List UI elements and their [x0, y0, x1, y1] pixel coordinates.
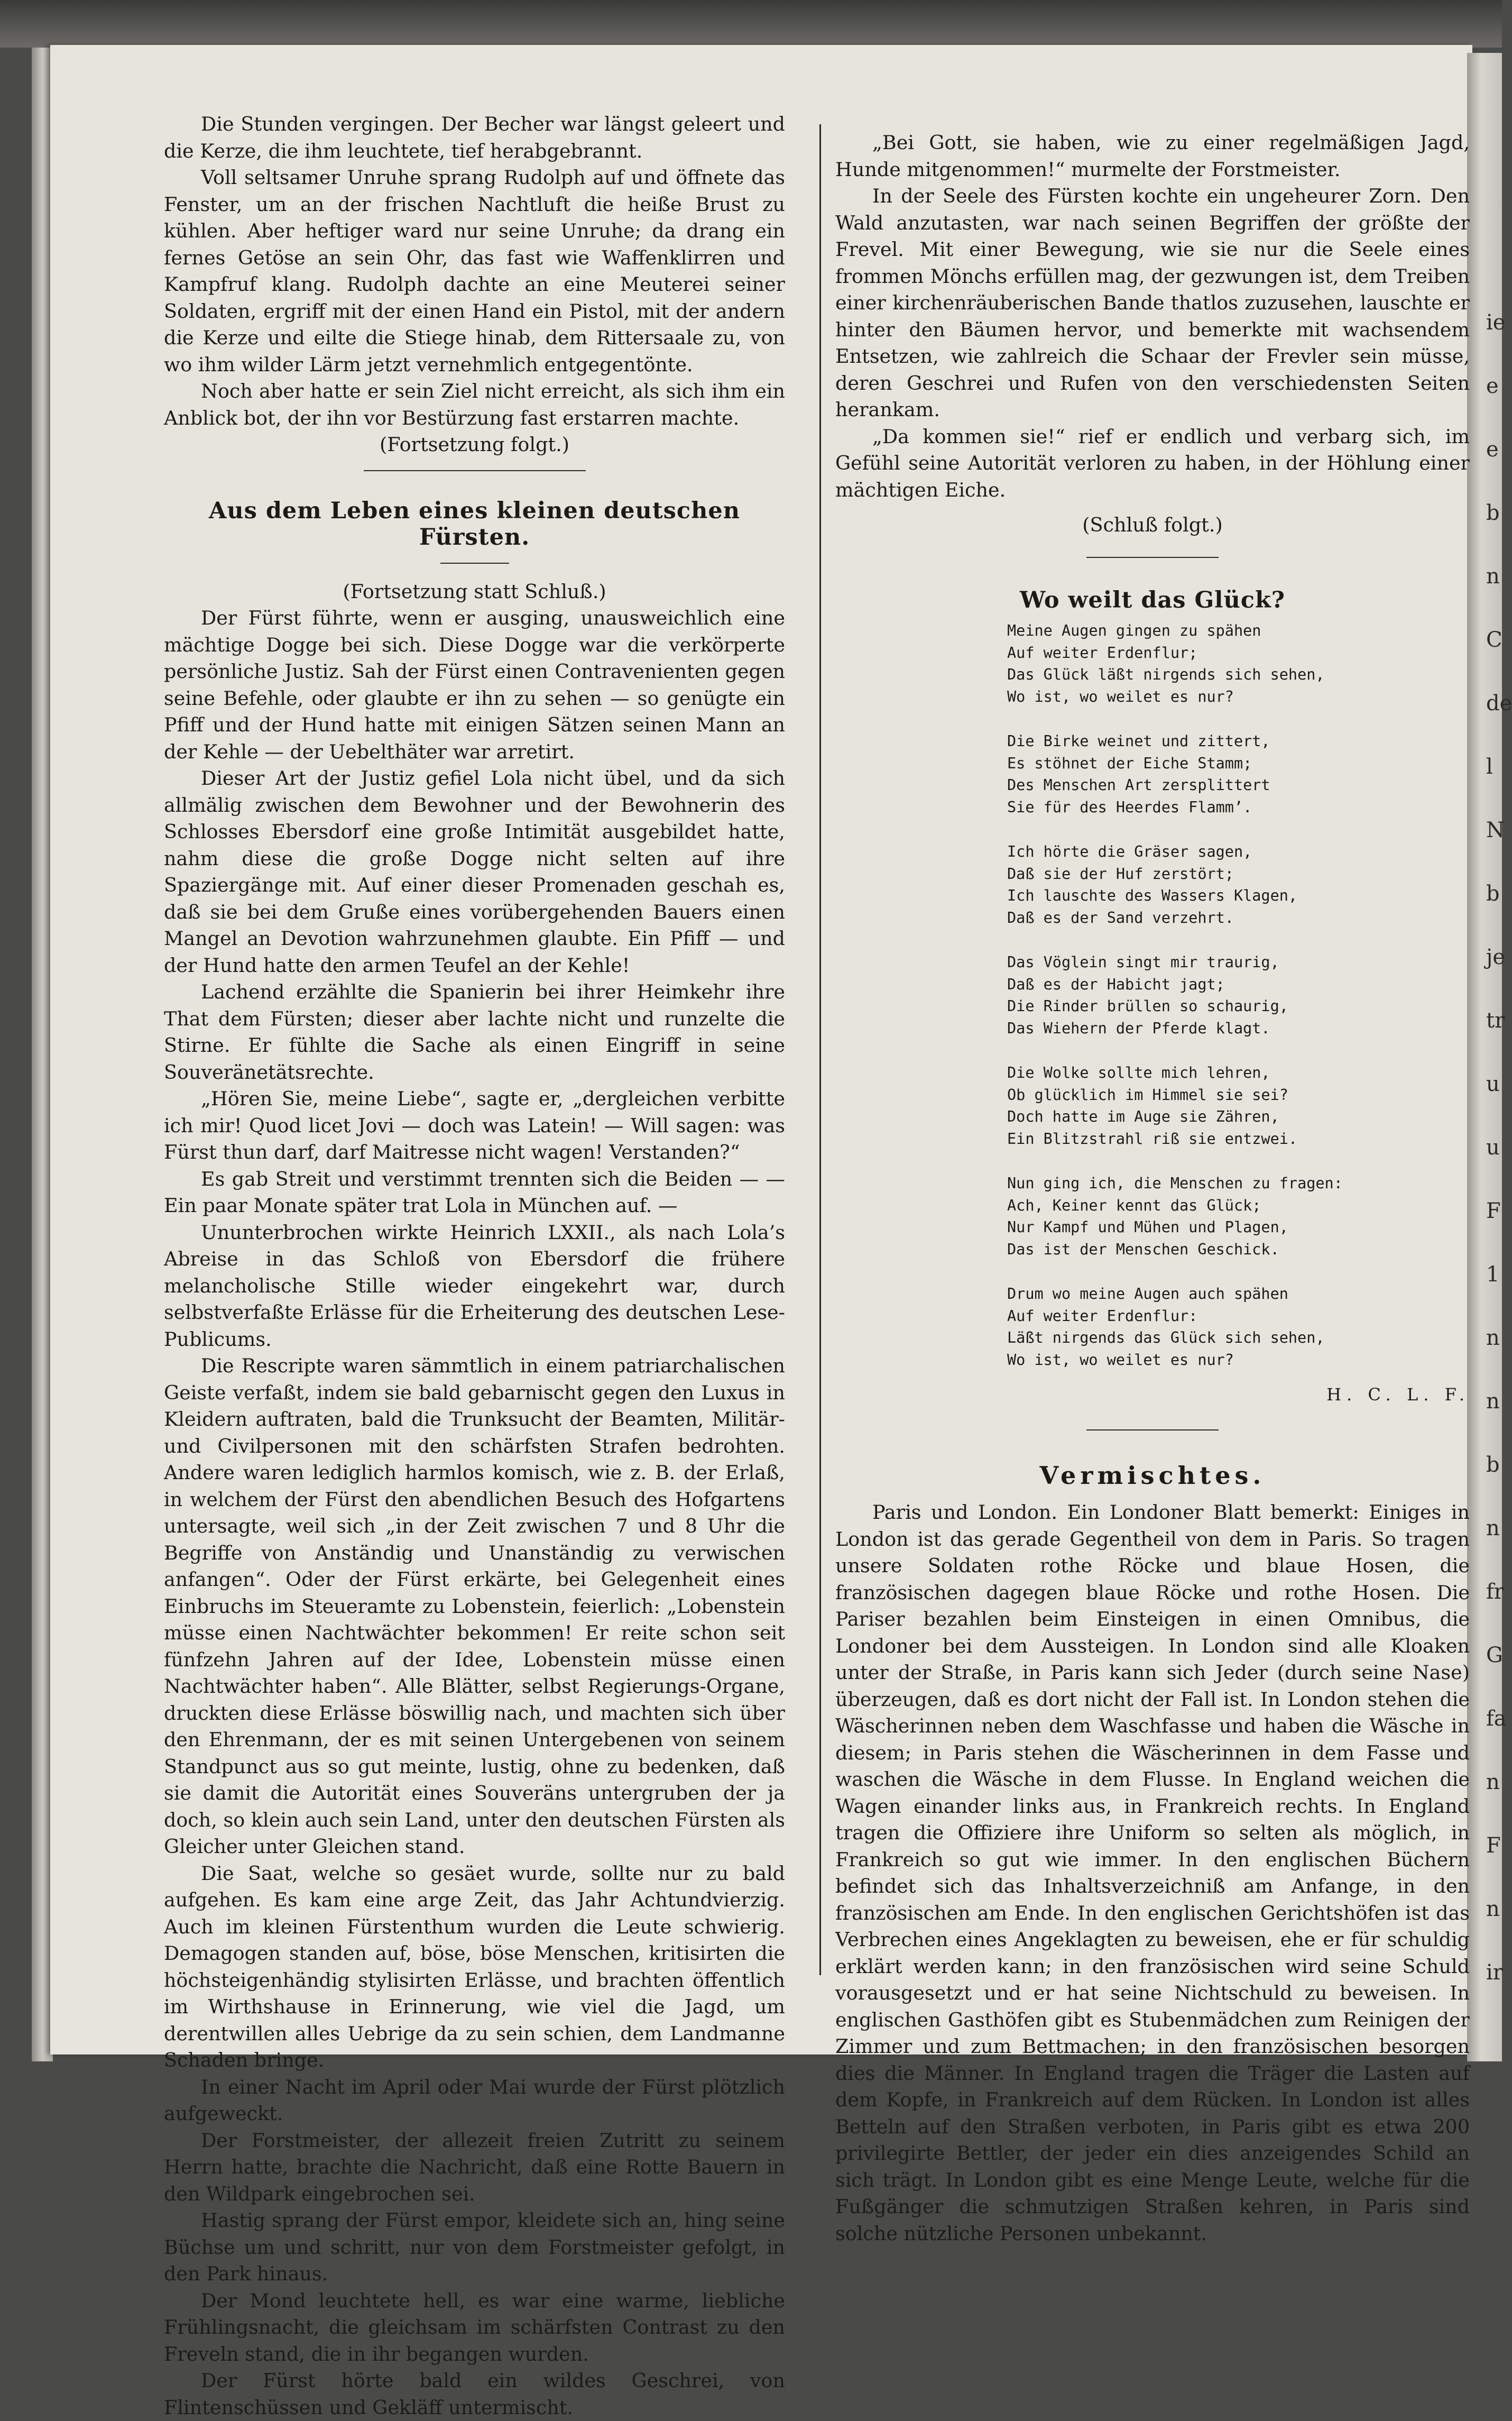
adjacent-page-text-fragment: b — [1486, 501, 1500, 525]
right-column — [835, 130, 1470, 2247]
adjacent-page-text-fragment: n — [1486, 564, 1500, 589]
poem-stanza — [1007, 1283, 1470, 1371]
adjacent-page-text-fragment: e — [1486, 437, 1499, 462]
adjacent-page-text-fragment: je — [1486, 945, 1506, 969]
article-paragraph: Ununterbrochen wirkte Heinrich LXXII., als nach Lola’s Abreise in das Schloß von Ebersdorf die frühere melancholische Stille wieder eingekehrt war, durch selbstverfaßte Erlässe für die Erheiterung des deutschen Lese-Publicums. — [164, 1221, 785, 1351]
misc-title: Vermischtes. — [1039, 1461, 1266, 1490]
poem-line: Die Rinder brüllen so schaurig, — [1007, 997, 1288, 1015]
adjacent-page-text-fragment: n — [1486, 1326, 1500, 1350]
article-paragraph: „Bei Gott, sie haben, wie zu einer regelmäßigen Jagd, Hunde mitgenommen!“ murmelte der Forstmeister. — [835, 131, 1470, 181]
poem-signature: H. C. L. F. — [1326, 1384, 1470, 1405]
adjacent-page-edge — [1467, 53, 1512, 2061]
article-paragraph: Es gab Streit und verstimmt trennten sich die Beiden — — Ein paar Monate später trat Lola in München auf. — — [164, 1167, 785, 1217]
poem-line: Daß es der Sand verzehrt. — [1007, 909, 1234, 927]
poem-line: Läßt nirgends das Glück sich sehen, — [1007, 1329, 1325, 1346]
continued-note: (Fortsetzung folgt.) — [380, 433, 569, 456]
story-paragraph: Noch aber hatte er sein Ziel nicht erreicht, als sich ihm ein Anblick bot, der ihn vor Bestürzung fast erstarren machte. — [164, 380, 785, 429]
adjacent-page-text-fragment: b — [1486, 882, 1500, 906]
article-title: Aus dem Leben eines kleinen deutschen Fürsten. — [209, 497, 740, 551]
poem-line: Ich lauschte des Wassers Klagen, — [1007, 887, 1298, 904]
adjacent-page-text-fragment: N — [1486, 818, 1505, 842]
article-paragraph: Der Forstmeister, der allezeit freien Zutritt zu seinem Herrn hatte, brachte die Nachricht, daß eine Rotte Bauern in den Wildpark eingebrochen sei. — [164, 2129, 785, 2205]
poem — [835, 620, 1470, 1371]
poem-stanza — [1007, 841, 1470, 929]
story-paragraph: Die Stunden vergingen. Der Becher war längst geleert und die Kerze, die ihm leuchtete, tief herabgebrannt. — [164, 113, 785, 162]
article-paragraph: „Da kommen sie!“ rief er endlich und verbarg sich, im Gefühl seine Autorität verloren zu haben, in der Höhlung einer mächtigen Eiche. — [835, 425, 1470, 501]
poem-line: Das Vöglein singt mir traurig, — [1007, 953, 1279, 971]
article-paragraph: Die Saat, welche so gesäet wurde, sollte nur zu bald aufgehen. Es kam eine arge Zeit, das Jahr Achtundvierzig. Auch im kleinen Fürstenthum wurden die Leute schwierig. Demagogen standen auf, böse, böse Menschen, kritisirten die höchsteigenhändig stylisirten Erlässe, und brachten öffentlich im Wirthshause in Erinnerung, wie viel die Jagd, um derentwillen alles Uebrige da zu sein schien, dem Landmanne Schaden bringe. — [164, 1861, 785, 2071]
article-paragraph: In der Seele des Fürsten kochte ein ungeheurer Zorn. Den Wald anzutasten, war nach seinen Begriffen der größte der Frevel. Mit einer Bewegung, wie sie nur die Seele eines frommen Mönchs erfüllen mag, der gezwungen ist, dem Treiben einer kirchenräuberischen Bande thatlos zuzusehen, lauschte er hinter den Bäumen hervor, und bemerkte mit wachsendem Entsetzen, wie zahlreich die Schaar der Frevler sein müsse, deren Geschrei und Rufen von den verschiedensten Seiten herankam. — [835, 185, 1470, 421]
poem-line: Ein Blitzstrahl riß sie entzwei. — [1007, 1130, 1298, 1148]
poem-line: Die Birke weinet und zittert, — [1007, 732, 1270, 750]
poem-line: Wo ist, wo weilet es nur? — [1007, 687, 1234, 705]
adjacent-page-text-fragment: n — [1486, 1897, 1500, 1921]
article-paragraph: „Hören Sie, meine Liebe“, sagte er, „dergleichen verbitte ich mir! Quod licet Jovi — doch was Latein! — Will sagen: was Fürst thun darf, darf Maitresse nicht wagen! Verstanden?“ — [164, 1087, 785, 1163]
adjacent-page-text-fragment: l — [1486, 755, 1493, 779]
poem-line: Nun ging ich, die Menschen zu fragen: — [1007, 1175, 1343, 1192]
article-paragraph: Lachend erzählte die Spanierin bei ihrer Heimkehr ihre That dem Fürsten; dieser aber lachte nicht und runzelte die Stirne. Er fühlte die Sache als einen Eingriff in seine Souveränetätsrechte. — [164, 980, 785, 1084]
column-divider — [819, 124, 821, 1975]
poem-stanza — [1007, 951, 1470, 1039]
article-paragraph: Die Rescripte waren sämmtlich in einem patriarchalischen Geiste verfaßt, indem sie bald gebarnischt gegen den Luxus in Kleidern auftraten, bald die Trunksucht der Beamten, Militär- und Civilpersonen mit den schärfsten Strafen bedrohten. Andere waren lediglich harmlos komisch, wie z. B. der Erlaß, in welchem der Fürst den abendlichen Besuch des Hofgartens untersagte, weil sich „in der Zeit zwischen 7 und 8 Uhr die Begriffe von Anständig und Unanständig zu verwischen anfangen“. Oder der Fürst erkärte, bei Gelegenheit eines Einbruchs im Steueramte zu Lobenstein, feierlich: „Lobenstein müsse einen Nachtwächter bekommen! Er reite schon seit fünfzehn Jahren auf der Idee, Lobenstein müsse einen Nachtwächter haben“. Alle Blätter, selbst Regierungs-Organe, druckten diese Erlässe böswillig nach, und machten sich über den Ehrenmann, der es mit seinen Untergebenen von seinem Standpunct aus so gut meinte, lustig, ohne zu bedenken, daß sie damit die Autorität eines Souveräns untergruben der ja doch, so klein auch sein Land, unter den deutschen Fürsten als Gleicher unter Gleichen stand. — [164, 1354, 785, 1858]
article-end-note: (Schluß folgt.) — [1082, 513, 1223, 536]
left-column — [164, 111, 785, 2421]
poem-line: Daß sie der Huf zerstört; — [1007, 865, 1234, 883]
adjacent-page-text-fragment: n — [1486, 1770, 1500, 1794]
poem-title: Wo weilt das Glück? — [1020, 586, 1285, 613]
article-paragraph: Der Mond leuchtete hell, es war eine warme, liebliche Frühlingsnacht, die gleichsam im schärfsten Contrast zu den Freveln stand, die in ihr begangen wurden. — [164, 2289, 785, 2365]
scan-background — [0, 0, 1502, 48]
poem-stanza — [1007, 1062, 1470, 1150]
poem-line: Des Menschen Art zersplittert — [1007, 776, 1270, 794]
poem-line: Meine Augen gingen zu spähen — [1007, 622, 1261, 639]
poem-line: Ob glücklich im Himmel sie sei? — [1007, 1086, 1288, 1104]
adjacent-page-text-fragment: G — [1486, 1643, 1503, 1667]
adjacent-page-text-fragment: n — [1486, 1516, 1500, 1540]
poem-line: Nur Kampf und Mühen und Plagen, — [1007, 1218, 1288, 1236]
poem-line: Das Glück läßt nirgends sich sehen, — [1007, 666, 1325, 683]
article-paragraph: Der Fürst führte, wenn er ausging, unausweichlich eine mächtige Dogge bei sich. Diese Dogge war die verkörperte persönliche Justiz. Sah der Fürst einen Contravenienten gegen seine Befehle, oder glaubte er ihn zu sehen — so genügte ein Pfiff und der Hund hatte mit einigen Sätzen seinen Mann an der Kehle — der Uebelthäter war arretirt. — [164, 607, 785, 763]
poem-line: Auf weiter Erdenflur; — [1007, 644, 1198, 662]
poem-line: Das Wiehern der Pferde klagt. — [1007, 1019, 1270, 1037]
article-paragraph: Hastig sprang der Fürst empor, kleidete sich an, hing seine Büchse um und schritt, nur von dem Forstmeister gefolgt, in den Park hinaus. — [164, 2209, 785, 2285]
adjacent-page-text-fragment: F — [1486, 1833, 1501, 1858]
adjacent-page-text-fragment: u — [1486, 1072, 1500, 1096]
poem-line: Drum wo meine Augen auch spähen — [1007, 1285, 1288, 1303]
poem-line: Doch hatte im Auge sie Zähren, — [1007, 1108, 1279, 1125]
poem-line: Sie für des Heerdes Flamm’. — [1007, 798, 1252, 816]
adjacent-page-text-fragment: de — [1486, 691, 1512, 716]
poem-stanza — [1007, 730, 1470, 818]
page-stack-edge — [32, 48, 53, 2061]
article-note: (Fortsetzung statt Schluß.) — [343, 580, 606, 603]
poem-line: Wo ist, wo weilet es nur? — [1007, 1351, 1234, 1369]
title-rule — [440, 563, 509, 564]
adjacent-page-text-fragment: ie — [1486, 310, 1506, 335]
article-paragraph: In einer Nacht im April oder Mai wurde der Fürst plötzlich aufgeweckt. — [164, 2075, 785, 2125]
adjacent-page-text-fragment: b — [1486, 1453, 1500, 1477]
poem-stanza — [1007, 1172, 1470, 1260]
poem-stanza — [1007, 620, 1470, 708]
misc-paragraph: Paris und London. Ein Londoner Blatt bemerkt: Einiges in London ist das gerade Gegentheil von dem in Paris. So tragen unsere Soldaten rothe Röcke und blaue Hosen, die französischen dagegen blaue Röcke und rothe Hosen. Die Pariser bezahlen beim Einsteigen in einen Omnibus, die Londoner bei dem Aussteigen. In London sind alle Kloaken unter der Straße, in Paris kann sich Jeder (durch seine Nase) überzeugen, daß es dort nicht der Fall ist. In London stehen die Wäscherinnen neben dem Waschfasse und haben die Wäsche in diesem; in Paris stehen die Wäscherinnen in dem Fasse und waschen die Wäsche in dem Flusse. In England weichen die Wagen einander links aus, in Frankreich rechts. In England tragen die Offiziere ihre Uniform so selten als möglich, in Frankreich so gut wie immer. In den englischen Büchern befindet sich das Inhaltsverzeichniß am Anfange, in den französischen am Ende. In den englischen Gerichtshöfen ist das Verbrechen eines Angeklagten zu beweisen, ehe er für schuldig erklärt werden kann; in den französischen wird seine Schuld vorausgesetzt und er hat seine Nichtschuld zu beweisen. In englischen Gasthöfen gibt es Stubenmädchen zum Reinigen der Zimmer und zum Bettmachen; in den französischen besorgen dies die Männer. In England tragen die Träger die Lasten auf dem Kopfe, in Frankreich auf dem Rücken. In London ist alles Betteln auf den Straßen verboten, in Paris gibt es etwa 200 privilegirte Bettler, der jeder ein dies anzeigendes Schild an sich trägt. In London gibt es eine Menge Leute, welche für die Fußgänger die schmutzigen Straßen kehren, in Paris sind solche nützliche Personen unbekannt. — [835, 1501, 1470, 2245]
poem-line: Das ist der Menschen Geschick. — [1007, 1240, 1279, 1258]
article-paragraph: Der Fürst hörte bald ein wildes Geschrei, von Flintenschüssen und Gekläff untermischt. — [164, 2369, 785, 2419]
adjacent-page-text-fragment: 1 — [1486, 1262, 1500, 1287]
story-paragraph: Voll seltsamer Unruhe sprang Rudolph auf und öffnete das Fenster, um an der frischen Nachtluft die heiße Brust zu kühlen. Aber heftiger ward nur seine Unruhe; da drang ein fernes Getöse an sein Ohr, das fast wie Waffenklirren und Kampfruf klang. Rudolph dachte an eine Meuterei seiner Soldaten, ergriff mit der einen Hand ein Pistol, mit der andern die Kerze und eilte die Stiege hinab, dem Rittersaale zu, von wo ihm wilder Lärm jetzt vernehmlich entgegentönte. — [164, 166, 785, 376]
adjacent-page-text-fragment: C — [1486, 628, 1502, 652]
adjacent-page-text-fragment: fa — [1486, 1707, 1507, 1731]
adjacent-page-text-fragment: u — [1486, 1135, 1500, 1160]
article-paragraph: Dieser Art der Justiz gefiel Lola nicht übel, und da sich allmälig zwischen dem Bewohner und der Bewohnerin des Schlosses Ebersdorf eine große Intimität ausgebildet hatte, nahm diese die große Dogge nicht selten auf ihre Spaziergänge mit. Auf einer dieser Promenaden geschah es, daß sie bei dem Gruße eines vorübergehenden Bauers einen Mangel an Devotion wahrzunehmen glaubte. Ein Pfiff — und der Hund hatte den armen Teufel an der Kehle! — [164, 767, 785, 977]
adjacent-page-text-fragment: tr — [1486, 1008, 1505, 1033]
poem-line: Es stöhnet der Eiche Stamm; — [1007, 754, 1252, 772]
section-rule — [364, 470, 586, 471]
poem-line: Auf weiter Erdenflur: — [1007, 1307, 1198, 1325]
adjacent-page-text-fragment: fr — [1486, 1580, 1504, 1604]
poem-line: Die Wolke sollte mich lehren, — [1007, 1064, 1270, 1081]
poem-line: Ich hörte die Gräser sagen, — [1007, 843, 1252, 860]
poem-line: Daß es der Habicht jagt; — [1007, 975, 1225, 993]
section-rule — [1086, 1429, 1219, 1430]
adjacent-page-text-fragment: n — [1486, 1389, 1500, 1414]
section-rule — [1086, 557, 1219, 558]
adjacent-page-text-fragment: e — [1486, 374, 1499, 398]
poem-line: Ach, Keiner kennt das Glück; — [1007, 1196, 1261, 1214]
adjacent-page-text-fragment: F — [1486, 1199, 1501, 1223]
adjacent-page-text-fragment: ir — [1486, 1960, 1503, 1985]
